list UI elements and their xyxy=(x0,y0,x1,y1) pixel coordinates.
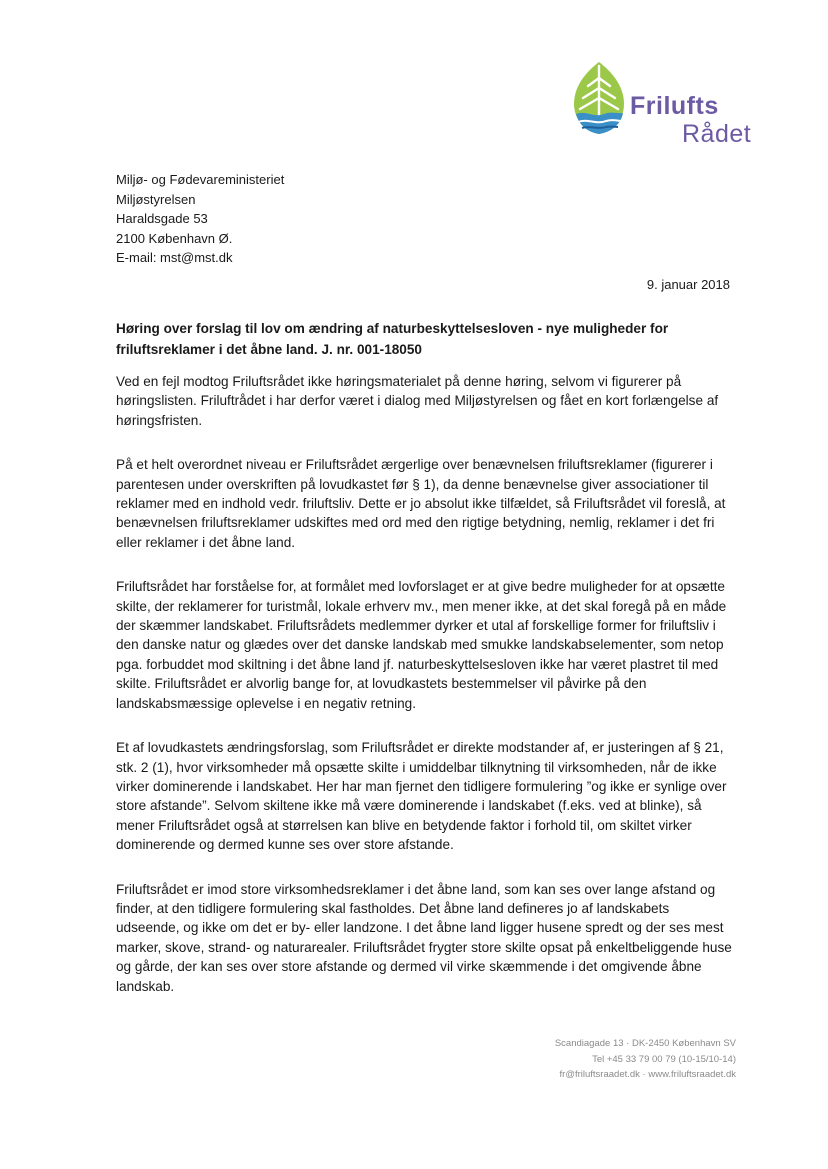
footer-contact: fr@friluftsraadet.dk · www.friluftsraadet.dk xyxy=(559,1069,736,1080)
logo-text-line2: Rådet xyxy=(682,120,752,148)
letter-date: 9. januar 2018 xyxy=(646,277,730,292)
body-paragraph: På et helt overordnet niveau er Friluftsrådet ærgerlige over benævnelsen friluftsreklamer (figurerer i parentesen under overskriften på lovudkastet før § 1), da denne benævnelse giver associationer til reklamer med en indhold vedr. friluftsliv. Dette er jo absolut ikke tilfældet, så Friluftsrådet vil foreslå, at benævnelsen friluftsreklamer udskiftes med ord med den rigtige betydning, nemlig, reklamer i det fri eller reklamer i det åbne land. xyxy=(116,457,726,550)
recipient-agency: Miljøstyrelsen xyxy=(116,191,196,207)
recipient-street: Haraldsgade 53 xyxy=(116,211,208,226)
leaf-icon xyxy=(568,58,630,140)
recipient-address xyxy=(116,170,284,268)
body-paragraph: Et af lovudkastets ændringsforslag, som Friluftsrådet er direkte modstander af, er justeringen af § 21, stk. 2 (1), hvor virksomheder må opsætte skilte i umiddelbar tilknytning til virksomheden, når de ikke virker dominerende i landskabet. Her har man fjernet den tidligere formulering ”og ikke er synlige over store afstande”. Selvom skiltene ikke må være dominerende i landskabet (f.eks. ved at blinke), så mener Friluftsrådet også at størrelsen kan blive en betydende faktor i forhold til, om skiltet virker dominerende og dermed kunne ses over store afstande. xyxy=(116,740,727,853)
footer-address: Scandiagade 13 · DK-2450 København SV xyxy=(554,1038,736,1049)
friluftsraadet-logo xyxy=(568,58,768,158)
recipient-city: 2100 København Ø. xyxy=(116,230,233,246)
body-paragraph: Friluftsrådet er imod store virksomhedsreklamer i det åbne land, som kan ses over lange afstand og finder, at den tidligere formulering skal fastholdes. Det åbne land defineres jo af landskabets udseende, og ikke om det er by- eller landzone. I det åbne land ligger husene spredt og der ses mest marker, skove, strand- og naturarealer. Friluftsrådet frygter store skilte opsat på enkeltbeliggende huse og gårde, der kan ses over store afstande og dermed vil virke skæmmende i det omgivende åbne landskab. xyxy=(116,881,732,994)
body-paragraph: Ved en fejl modtog Friluftsrådet ikke høringsmaterialet på denne høring, selvom vi figurerer på høringslisten. Friluftrådet i har derfor været i dialog med Miljøstyrelsen og fået en kort forlængelse af høringsfristen. xyxy=(116,374,719,428)
footer-phone: Tel +45 33 79 00 79 (10-15/10-14) xyxy=(592,1053,736,1065)
recipient-email: E-mail: mst@mst.dk xyxy=(116,250,233,265)
recipient-ministry: Miljø- og Fødevareministeriet xyxy=(116,172,285,187)
letter-subject: Høring over forslag til lov om ændring af naturbeskyttelsesloven - nye muligheder for friluftsreklamer i det åbne land. J. nr. 001-18050 xyxy=(116,321,669,357)
letter-body xyxy=(116,372,736,1021)
logo-text-line1: Frilufts xyxy=(630,92,719,120)
letter-footer xyxy=(555,1036,736,1083)
body-paragraph: Friluftsrådet har forståelse for, at formålet med lovforslaget er at give bedre muligheder for at opsætte skilte, der reklamerer for turistmål, lokale erhverv mv., men mener ikke, at det skal foregå på en måde der skæmmer landskabet. Friluftsrådets medlemmer dyrker et utal af forskellige former for friluftsliv i den danske natur og glædes over det danske landskab med smukke landskabselementer, som netop pga. forbuddet mod skiltning i det åbne land jf. naturbeskyttelsesloven ikke har været plastret til med skilte. Friluftsrådet er alvorlig bange for, at lovudkastets bestemmelser vil påvirke på den landskabsmæssige oplevelse i en negativ retning. xyxy=(116,579,727,711)
